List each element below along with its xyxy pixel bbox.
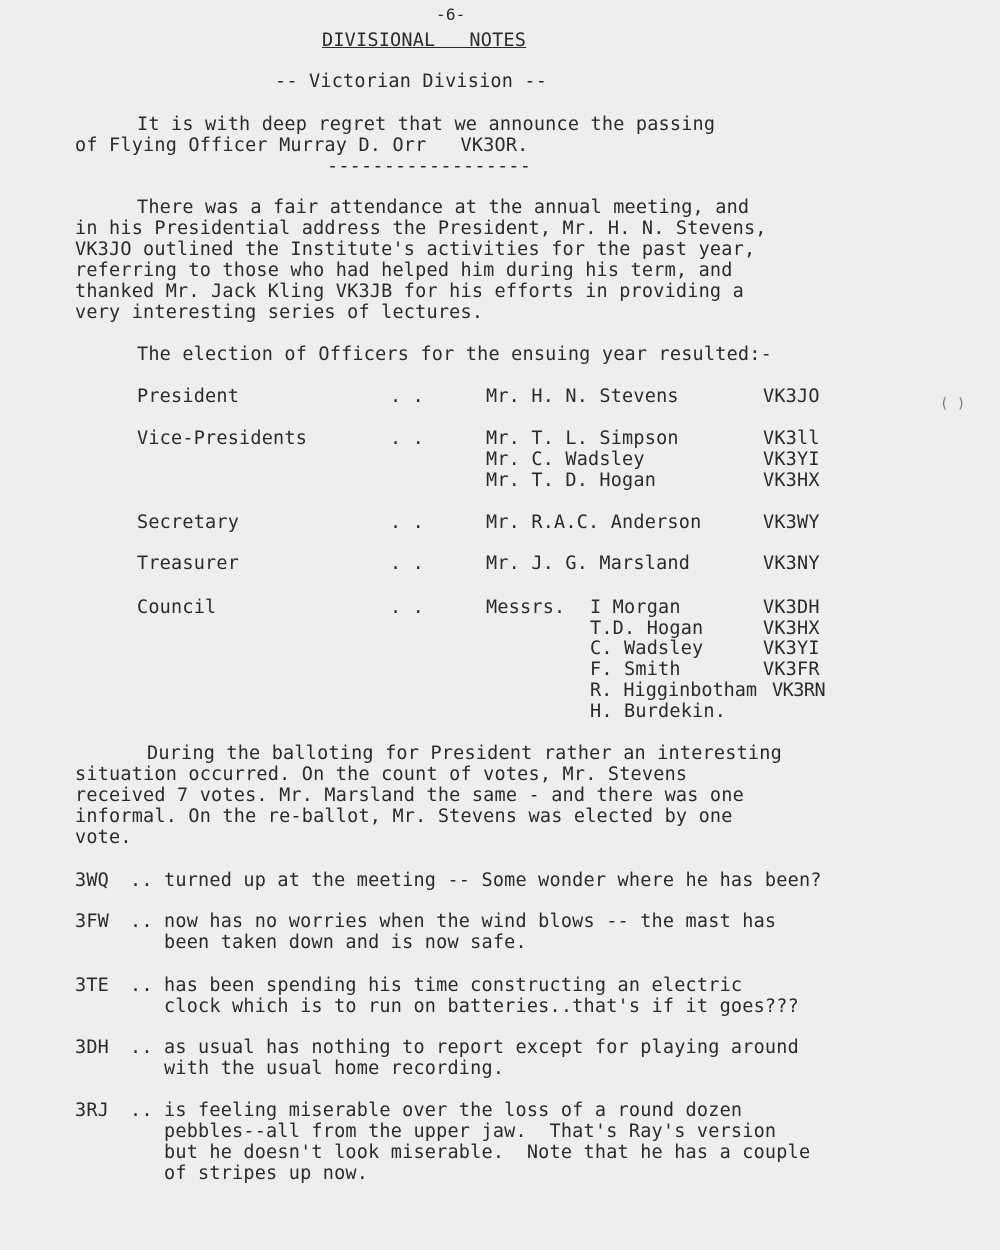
leader-dots: . . bbox=[390, 553, 425, 574]
note-line: .. is feeling miserable over the loss of a round dozen bbox=[130, 1100, 743, 1121]
obituary-line-1: It is with deep regret that we announce the passing bbox=[137, 114, 716, 135]
officer-callsign: VK3WY bbox=[763, 512, 820, 533]
page-number: -6- bbox=[436, 5, 466, 24]
note-line: clock which is to run on batteries..that's if it goes??? bbox=[130, 996, 799, 1017]
officer-name: Mr. H. N. Stevens bbox=[486, 386, 679, 407]
officer-name: R. Higginbotham bbox=[590, 680, 758, 701]
officer-name: T.D. Hogan bbox=[590, 618, 704, 639]
role-treasurer: Treasurer bbox=[137, 553, 240, 574]
officer-callsign: VK3RN bbox=[772, 680, 826, 701]
note-line: .. now has no worries when the wind blows -- the mast has bbox=[130, 911, 777, 932]
role-vice-presidents: Vice-Presidents bbox=[137, 428, 308, 449]
note-line: pebbles--all from the upper jaw. That's Ray's version bbox=[130, 1121, 777, 1142]
officer-name: Mr. R.A.C. Anderson bbox=[486, 512, 702, 533]
paragraph-line: referring to those who had helped him during his term, and bbox=[75, 260, 733, 281]
paragraph-line: thanked Mr. Jack Kling VK3JB for his efforts in providing a bbox=[75, 281, 744, 302]
note-line: .. as usual has nothing to report except for playing around bbox=[130, 1037, 799, 1058]
officer-name: Mr. T. L. Simpson bbox=[486, 428, 679, 449]
officer-callsign: VK3FR bbox=[763, 659, 820, 680]
officer-name: Mr. T. D. Hogan bbox=[486, 470, 657, 491]
leader-dots: . . bbox=[390, 512, 425, 533]
role-secretary: Secretary bbox=[137, 512, 240, 533]
punch-hole-mark: ( ) bbox=[940, 396, 966, 412]
officer-callsign: VK3YI bbox=[763, 449, 820, 470]
page-title: DIVISIONAL NOTES bbox=[322, 30, 527, 51]
officer-name: Mr. J. G. Marsland bbox=[486, 553, 691, 574]
paragraph-line: During the balloting for President rather an interesting bbox=[147, 743, 782, 764]
election-intro: The election of Officers for the ensuing year resulted:- bbox=[137, 344, 772, 365]
officer-name: C. Wadsley bbox=[590, 638, 704, 659]
leader-dots: . . bbox=[390, 386, 425, 407]
officer-callsign: VK3JO bbox=[763, 386, 820, 407]
note-callsign: 3WQ bbox=[75, 870, 110, 891]
paragraph-line: situation occurred. On the count of votes, Mr. Stevens bbox=[75, 764, 688, 785]
officer-callsign: VK3YI bbox=[763, 638, 820, 659]
note-line: with the usual home recording. bbox=[130, 1058, 505, 1079]
obituary-line-2: of Flying Officer Murray D. Orr VK3OR. bbox=[75, 135, 529, 156]
officer-callsign: VK3NY bbox=[763, 553, 820, 574]
paragraph-line: vote. bbox=[75, 827, 132, 848]
note-line: .. has been spending his time constructing an electric bbox=[130, 975, 743, 996]
paragraph-line: VK3JO outlined the Institute's activities for the past year, bbox=[75, 239, 756, 260]
paragraph-line: There was a fair attendance at the annual meeting, and bbox=[137, 197, 750, 218]
officer-name: Mr. C. Wadsley bbox=[486, 449, 645, 470]
role-council: Council bbox=[137, 597, 217, 618]
paragraph-line: informal. On the re-ballot, Mr. Stevens was elected by one bbox=[75, 806, 733, 827]
officer-callsign: VK3ll bbox=[763, 428, 820, 449]
officer-callsign: VK3HX bbox=[763, 618, 820, 639]
paragraph-line: received 7 votes. Mr. Marsland the same - and there was one bbox=[75, 785, 744, 806]
note-callsign: 3RJ bbox=[75, 1100, 110, 1121]
note-line: but he doesn't look miserable. Note that he has a couple bbox=[130, 1142, 811, 1163]
note-line: .. turned up at the meeting -- Some wonder where he has been? bbox=[130, 870, 822, 891]
paragraph-line: in his Presidential address the President, Mr. H. N. Stevens, bbox=[75, 218, 767, 239]
council-prefix: Messrs. bbox=[486, 597, 566, 618]
note-line: been taken down and is now safe. bbox=[130, 932, 527, 953]
paragraph-line: very interesting series of lectures. bbox=[75, 302, 484, 323]
officer-name: I Morgan bbox=[590, 597, 681, 618]
role-president: President bbox=[137, 386, 240, 407]
officer-name: F. Smith bbox=[590, 659, 681, 680]
officer-callsign: VK3HX bbox=[763, 470, 820, 491]
note-callsign: 3DH bbox=[75, 1037, 110, 1058]
leader-dots: . . bbox=[390, 428, 425, 449]
note-callsign: 3FW bbox=[75, 911, 110, 932]
obituary-divider: ------------------ bbox=[327, 156, 532, 177]
officer-callsign: VK3DH bbox=[763, 597, 820, 618]
officer-name: H. Burdekin. bbox=[590, 701, 727, 722]
section-subtitle: -- Victorian Division -- bbox=[275, 71, 548, 92]
leader-dots: . . bbox=[390, 597, 425, 618]
note-callsign: 3TE bbox=[75, 975, 110, 996]
note-line: of stripes up now. bbox=[130, 1163, 369, 1184]
